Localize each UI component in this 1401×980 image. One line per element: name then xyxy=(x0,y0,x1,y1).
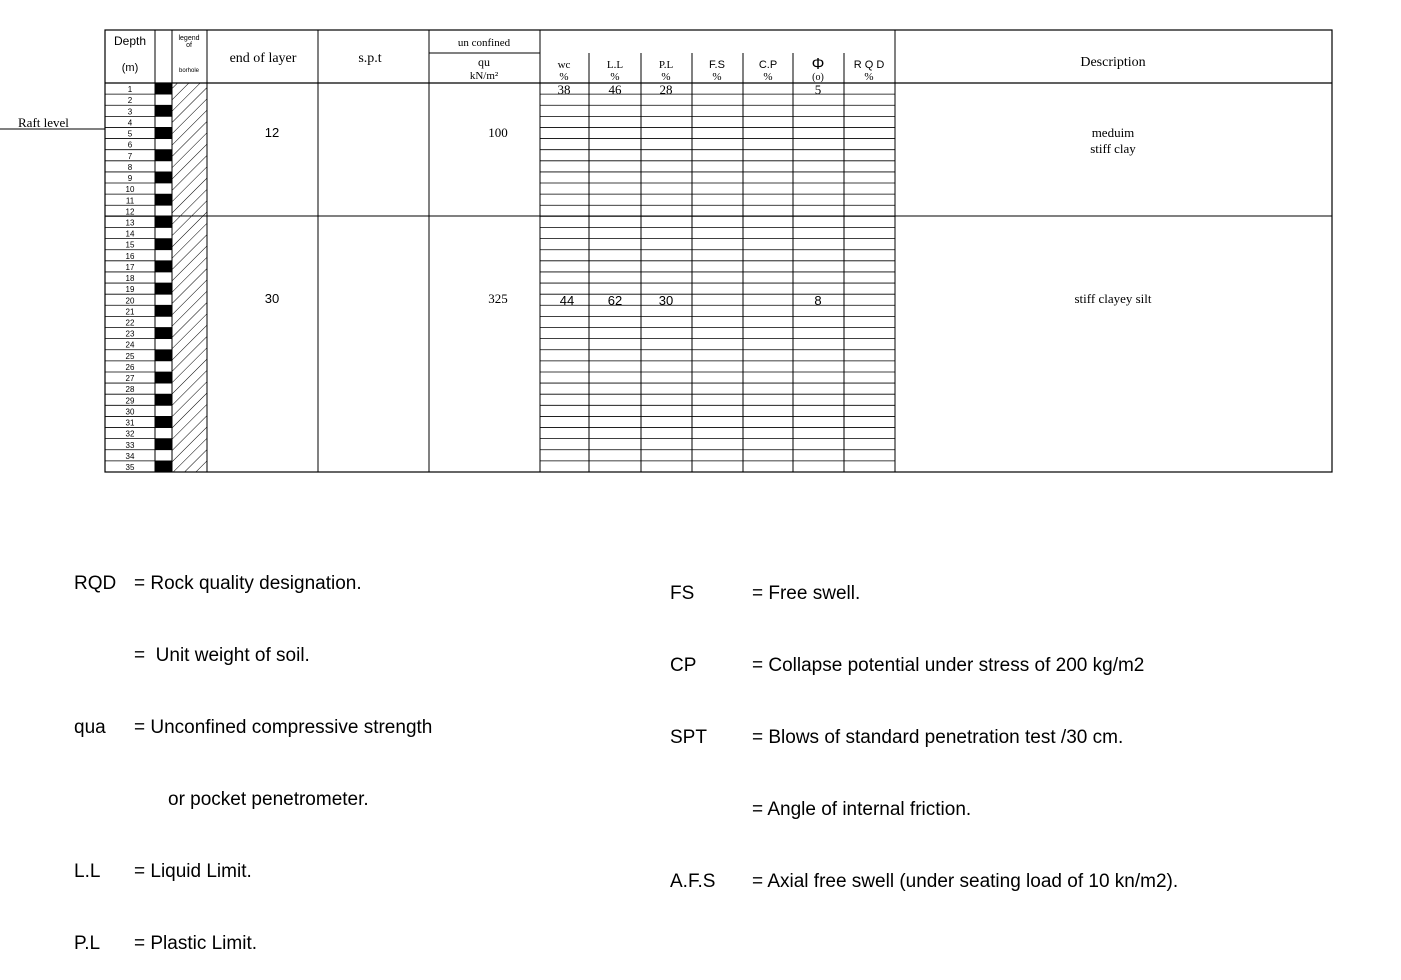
header-ll: L.L xyxy=(606,59,624,71)
layer2-ll: 62 xyxy=(607,293,623,308)
depth-number: 17 xyxy=(125,262,135,272)
depth-number: 15 xyxy=(125,240,135,250)
header-phi: Φ xyxy=(811,56,825,73)
header-qu: qu xyxy=(478,55,490,69)
depth-number: 7 xyxy=(127,151,133,161)
depth-block xyxy=(155,416,172,427)
legend-item: or pocket penetrometer. xyxy=(168,789,369,810)
header-cp: C.P xyxy=(758,59,778,71)
legend-item: = Angle of internal friction. xyxy=(752,799,972,820)
depth-block xyxy=(155,194,172,205)
layer2-qu: 325 xyxy=(488,291,508,306)
legend-left xyxy=(74,524,432,980)
header-rqd: R Q D xyxy=(853,59,885,71)
depth-number: 23 xyxy=(125,329,135,339)
depth-block xyxy=(155,372,172,383)
depth-number: 34 xyxy=(125,451,135,461)
header-legend-mid: of xyxy=(186,42,192,49)
header-depth: Depth xyxy=(113,34,147,48)
header-wc-unit: % xyxy=(559,71,569,83)
depth-number: 32 xyxy=(125,429,135,439)
header-legend-bot: borhole xyxy=(178,68,200,74)
header-phi-unit: (o) xyxy=(812,72,824,83)
depth-block xyxy=(155,328,172,339)
depth-number: 11 xyxy=(125,196,135,206)
header-qu-unit: kN/m² xyxy=(469,70,499,82)
borehole-hatch xyxy=(172,83,207,472)
layer2-pl: 30 xyxy=(658,293,674,308)
depth-number: 10 xyxy=(125,185,135,195)
header-fs-unit: % xyxy=(712,71,722,83)
header-ll-unit: % xyxy=(610,71,620,83)
legend-item: qua = Unconfined compressive strength xyxy=(74,717,433,738)
depth-block xyxy=(155,305,172,316)
depth-block xyxy=(155,239,172,250)
layer1-ll: 46 xyxy=(608,82,622,97)
header-end-of-layer: end of layer xyxy=(229,51,297,66)
legend-item: = Unit weight of soil. xyxy=(134,645,310,666)
depth-number: 5 xyxy=(127,129,133,139)
depth-block xyxy=(155,216,172,227)
depth-block xyxy=(155,283,172,294)
layer1-pl: 28 xyxy=(659,82,673,97)
header-description: Description xyxy=(1080,55,1146,70)
depth-block xyxy=(155,150,172,161)
depth-block xyxy=(155,439,172,450)
legend-item: P.L = Plastic Limit. xyxy=(74,933,258,954)
legend-item: CP = Collapse potential under stress of 200 kg/m2 xyxy=(670,655,1145,676)
header-cp-unit: % xyxy=(763,71,773,83)
layer2-phi: 8 xyxy=(814,293,822,308)
depth-number: 1 xyxy=(127,85,133,95)
legend-item: L.L = Liquid Limit. xyxy=(74,861,252,882)
depth-number: 33 xyxy=(125,440,135,450)
depth-number: 13 xyxy=(125,218,135,228)
depth-block xyxy=(155,394,172,405)
depth-number: 20 xyxy=(125,296,135,306)
header-spt: s.p.t xyxy=(358,51,382,66)
depth-block xyxy=(155,350,172,361)
header-depth-unit: (m) xyxy=(121,62,139,74)
layer1-phi: 5 xyxy=(814,82,822,97)
depth-number: 19 xyxy=(125,285,135,295)
depth-number: 24 xyxy=(125,340,135,350)
depth-number: 31 xyxy=(125,418,135,428)
depth-number: 14 xyxy=(125,229,135,239)
legend-item: FS = Free swell. xyxy=(670,583,861,604)
header-fs: F.S xyxy=(709,59,725,71)
depth-number: 4 xyxy=(127,118,133,128)
depth-number: 26 xyxy=(125,362,135,372)
depth-number: 25 xyxy=(125,351,135,361)
header-pl: P.L xyxy=(658,59,674,71)
header-unconfined: un confined xyxy=(457,37,511,49)
depth-number: 27 xyxy=(125,374,135,384)
depth-number: 8 xyxy=(127,162,133,172)
depth-number: 35 xyxy=(125,463,135,472)
layer1-wc: 38 xyxy=(557,82,571,97)
depth-number: 22 xyxy=(125,318,135,328)
header-pl-unit: % xyxy=(661,71,671,83)
layer2-end: 30 xyxy=(264,291,280,306)
depth-number: 9 xyxy=(127,174,133,184)
legend-item: RQD = Rock quality designation. xyxy=(74,573,362,594)
header-rqd-unit: % xyxy=(864,71,874,83)
raft-level-label: Raft level xyxy=(18,115,69,130)
header-legend-top: legend xyxy=(178,35,200,42)
legend-item: A.F.S = Axial free swell (under seating load of 10 kn/m2). xyxy=(670,871,1179,892)
depth-block xyxy=(155,461,172,472)
depth-block xyxy=(155,105,172,116)
depth-number: 6 xyxy=(127,140,133,150)
layer1-end: 12 xyxy=(264,125,280,140)
depth-block xyxy=(155,83,172,94)
depth-block xyxy=(155,261,172,272)
depth-number: 18 xyxy=(125,274,135,284)
depth-number: 3 xyxy=(127,107,133,117)
depth-number: 2 xyxy=(127,96,133,106)
layer1-description: meduim xyxy=(1091,125,1135,140)
layer2-description: stiff clayey silt xyxy=(1074,291,1152,306)
layer1-qu: 100 xyxy=(488,125,508,140)
depth-number: 30 xyxy=(125,407,135,417)
depth-number: 28 xyxy=(125,385,135,395)
depth-number: 21 xyxy=(125,307,135,317)
depth-block xyxy=(155,172,172,183)
depth-block xyxy=(155,127,172,138)
depth-number: 29 xyxy=(125,396,135,406)
depth-number: 12 xyxy=(125,207,135,217)
legend-item: SPT = Blows of standard penetration test /30 cm. xyxy=(670,727,1124,748)
legend-right xyxy=(670,534,1178,918)
depth-number: 16 xyxy=(125,251,135,261)
layer2-wc: 44 xyxy=(559,293,575,308)
header-wc: wc xyxy=(557,59,571,71)
layer1-description-2: stiff clay xyxy=(1090,141,1136,156)
